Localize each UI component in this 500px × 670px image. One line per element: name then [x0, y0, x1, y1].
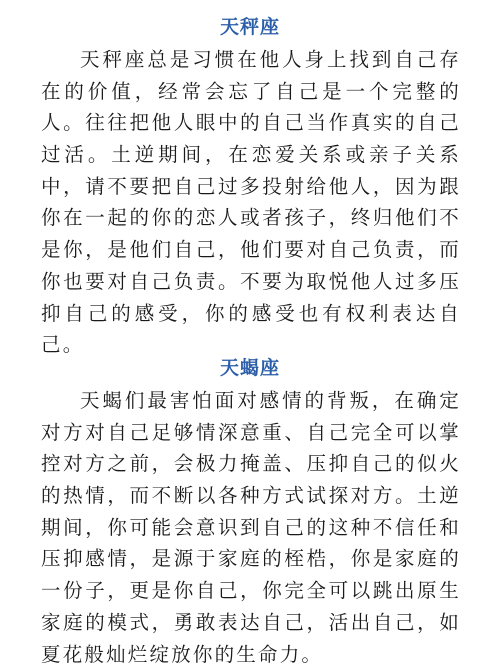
paragraph-line: 过活。土逆期间，在恋爱关系或亲子关系: [41, 139, 461, 171]
paragraph-line: 中，请不要把自己过多投射给他人，因为跟: [41, 171, 461, 203]
paragraph-line: 对方对自己足够情深意重、自己完全可以掌: [41, 417, 461, 449]
section-paragraph: [0, 385, 500, 670]
paragraph-line: 控对方之前，会极力掩盖、压抑自己的似火: [41, 448, 461, 480]
section-paragraph: [0, 44, 500, 361]
paragraph-line: 压抑感情，是源于家庭的桎梏，你是家庭的: [41, 543, 461, 575]
paragraph-line: 己。: [41, 329, 461, 361]
paragraph-line: 抑自己的感受，你的感受也有权利表达自: [41, 298, 461, 330]
paragraph-line: 期间，你可能会意识到自己的这种不信任和: [41, 512, 461, 544]
section-libra: [0, 10, 500, 361]
paragraph-line: 是你，是他们自己，他们要对自己负责，而: [41, 234, 461, 266]
paragraph-line: 天蝎们最害怕面对感情的背叛，在确定: [41, 385, 461, 417]
section-scorpio: [0, 351, 500, 670]
paragraph-line: 你在一起的你的恋人或者孩子，终归他们不: [41, 202, 461, 234]
paragraph-line: 在的价值，经常会忘了自己是一个完整的: [41, 76, 461, 108]
paragraph-line: 你也要对自己负责。不要为取悦他人过多压: [41, 266, 461, 298]
section-title: 天蝎座: [0, 351, 500, 385]
paragraph-line: 天秤座总是习惯在他人身上找到自己存: [41, 44, 461, 76]
paragraph-line: 一份子，更是你自己，你完全可以跳出原生: [41, 575, 461, 607]
paragraph-line: 夏花般灿烂绽放你的生命力。: [41, 639, 461, 670]
paragraph-line: 家庭的模式，勇敢表达自己，活出自己，如: [41, 607, 461, 639]
section-title: 天秤座: [0, 10, 500, 44]
paragraph-line: 人。往往把他人眼中的自己当作真实的自己: [41, 107, 461, 139]
paragraph-line: 的热情，而不断以各种方式试探对方。土逆: [41, 480, 461, 512]
